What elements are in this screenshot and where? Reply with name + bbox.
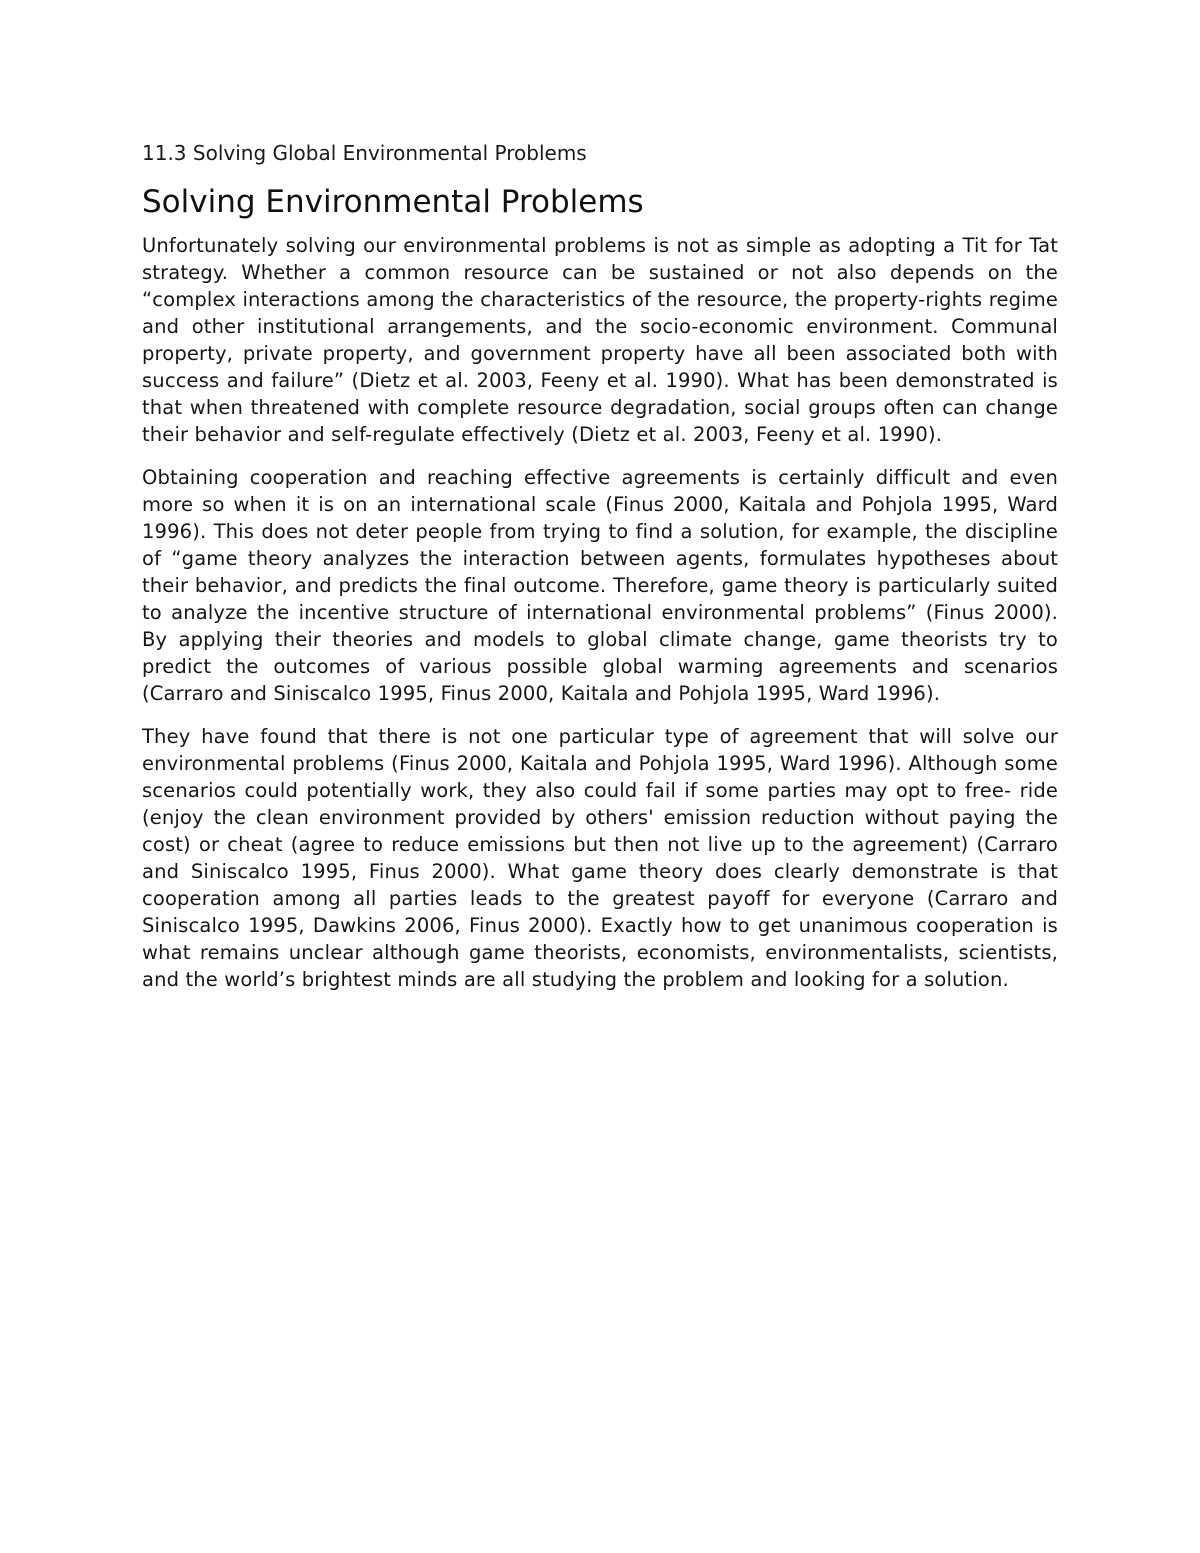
section-label: 11.3 Solving Global Environmental Problems (142, 141, 587, 165)
document-heading: Solving Environmental Problems (142, 184, 644, 220)
paragraph-1: Unfortunately solving our environmental problems is not as simple as adopting a Tit for Tat strategy. Whether a common resource can be sustained or not also depends on the “complex interactions among the characteristics of the resource, the property-rights regime and other institutional arrangements, and the socio-economic environment. Communal property, private property, and government property have all been associated both with success and failure” (Dietz et al. 2003, Feeny et al. 1990). What has been demonstrated is that when threatened with complete resource degradation, social groups often can change their behavior and self-regulate effectively (Dietz et al. 2003, Feeny et al. 1990). (142, 234, 1058, 446)
paragraph-2: Obtaining cooperation and reaching effective agreements is certainly difficult and even more so when it is on an international scale (Finus 2000, Kaitala and Pohjola 1995, Ward 1996). This does not deter people from trying to find a solution, for example, the discipline of “game theory analyzes the interaction between agents, formulates hypotheses about their behavior, and predicts the final outcome. Therefore, game theory is particularly suited to analyze the incentive structure of international environmental problems” (Finus 2000). By applying their theories and models to global climate change, game theorists try to predict the outcomes of various possible global warming agreements and scenarios (Carraro and Siniscalco 1995, Finus 2000, Kaitala and Pohjola 1995, Ward 1996). (142, 466, 1058, 705)
document-page (142, 138, 1058, 1009)
paragraph-3: They have found that there is not one particular type of agreement that will solve our environmental problems (Finus 2000, Kaitala and Pohjola 1995, Ward 1996). Although some scenarios could potentially work, they also could fail if some parties may opt to free- ride (enjoy the clean environment provided by others' emission reduction without paying the cost) or cheat (agree to reduce emissions but then not live up to the agreement) (Carraro and Siniscalco 1995, Finus 2000). What game theory does clearly demonstrate is that cooperation among all parties leads to the greatest payoff for everyone (Carraro and Siniscalco 1995, Dawkins 2006, Finus 2000). Exactly how to get unanimous cooperation is what remains unclear although game theorists, economists, environmentalists, scientists, and the world’s brightest minds are all studying the problem and looking for a solution. (142, 725, 1058, 991)
